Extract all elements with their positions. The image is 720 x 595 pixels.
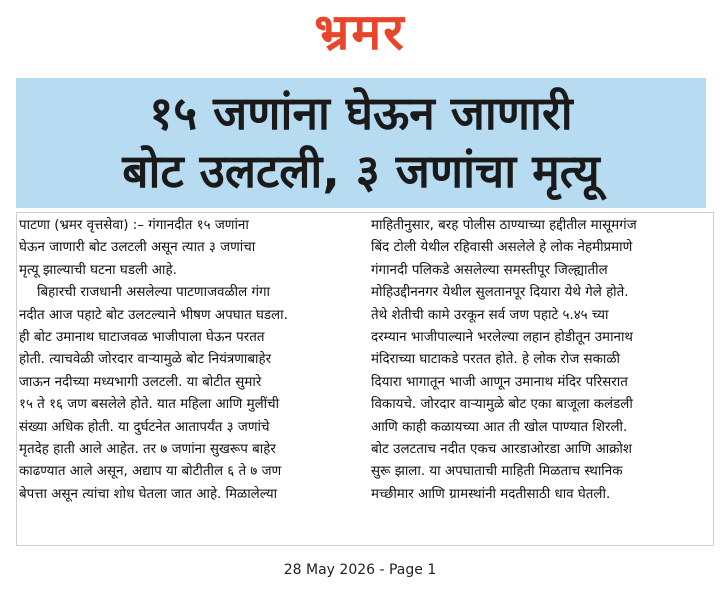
- article-line: बोट उलटताच नदीत एकच आरडाओरडा आणि आक्रोश: [371, 441, 632, 457]
- article-line: मृत्यू झाल्याची घटना घडली आहे.: [19, 262, 177, 278]
- article-line: बिहारची राजधानी असलेल्या पाटणाजवळील गंगा: [37, 285, 270, 301]
- article-line: संख्या अधिक होती. या दुर्घटनेत आतापर्यंत ३ जणांचे: [19, 419, 270, 435]
- article-line: दियारा भागातून भाजी आणून उमानाथ मंदिर परिसरात: [371, 374, 628, 390]
- article-line: घेऊन जाणारी बोट उलटली असून त्यात ३ जणांचा: [19, 240, 256, 256]
- headline-line-1: १५ जणांना घेऊन जाणारी: [149, 86, 573, 140]
- article-line: बिंद टोली येथील रहिवासी असलेले हे लोक नेहमीप्रमाणे: [371, 240, 633, 256]
- article-line: गंगानदी पलिकडे असलेल्या समस्तीपूर जिल्ह्यातील: [371, 262, 608, 278]
- article-line: १५ ते १६ जण बसलेले होते. यात महिला आणि मुलींची: [19, 397, 280, 413]
- page-footer: 28 May 2026 - Page 1: [283, 562, 437, 578]
- article-line: होती. त्याचवेळी जोरदार वाऱ्यामुळे बोट नियंत्रणाबाहेर: [19, 352, 272, 368]
- article-column-right: [371, 215, 709, 506]
- newspaper-logo: भ्रमर: [314, 3, 406, 61]
- article-body: [16, 212, 714, 546]
- article-line: काढण्यात आले असून, अद्याप या बोटीतील ६ ते ७ जण: [19, 464, 282, 480]
- article-line: नदीत आज पहाटे बोट उलटल्याने भीषण अपघात घडला.: [19, 307, 288, 323]
- article-line: दरम्यान भाजीपाल्याने भरलेल्या लहान होडीतून उमानाथ: [371, 329, 633, 345]
- article-line: ही बोट उमानाथ घाटाजवळ भाजीपाला घेऊन परतत: [19, 329, 265, 345]
- article-line: जाऊन नदीच्या मध्यभागी उलटली. या बोटीत सुमारे: [19, 374, 262, 390]
- article-line: माहितीनुसार, बरह पोलीस ठाण्याच्या हद्दीतील मासूमगंज: [371, 218, 637, 233]
- article-line: मच्छीमार आणि ग्रामस्थांनी मदतीसाठी धाव घेतली.: [371, 486, 611, 502]
- article-column-left: [19, 215, 357, 506]
- article-line: पाटणा (भ्रमर वृत्तसेवा) :– गंगानदीत १५ जणांना: [19, 218, 249, 233]
- article-line: तेथे शेतीची कामे उरकून सर्व जण पहाटे ५.४५ च्या: [371, 307, 609, 323]
- article-line: सुरू झाला. या अपघाताची माहिती मिळताच स्थानिक: [371, 464, 623, 480]
- article-line: विकायचे. जोरदार वाऱ्यामुळे बोट एका बाजूला कलंडली: [371, 397, 633, 413]
- article-line: मृतदेह हाती आले आहेत. तर ७ जणांना सुखरूप बाहेर: [19, 441, 276, 457]
- headline-banner: [16, 78, 706, 208]
- headline-line-2: बोट उलटली, ३ जणांचा मृत्यू: [122, 144, 600, 198]
- article-line: मंदिराच्या घाटाकडे परतत होते. हे लोक रोज सकाळी: [371, 352, 620, 368]
- article-line: बेपत्ता असून त्यांचा शोध घेतला जात आहे. मिळालेल्या: [19, 486, 278, 502]
- article-line: आणि काही कळायच्या आत ती खोल पाण्यात शिरली.: [371, 419, 628, 435]
- masthead: [0, 2, 720, 68]
- article-line: मोहिउद्दीननगर येथील सुलतानपूर दियारा येथे गेले होते.: [371, 285, 629, 301]
